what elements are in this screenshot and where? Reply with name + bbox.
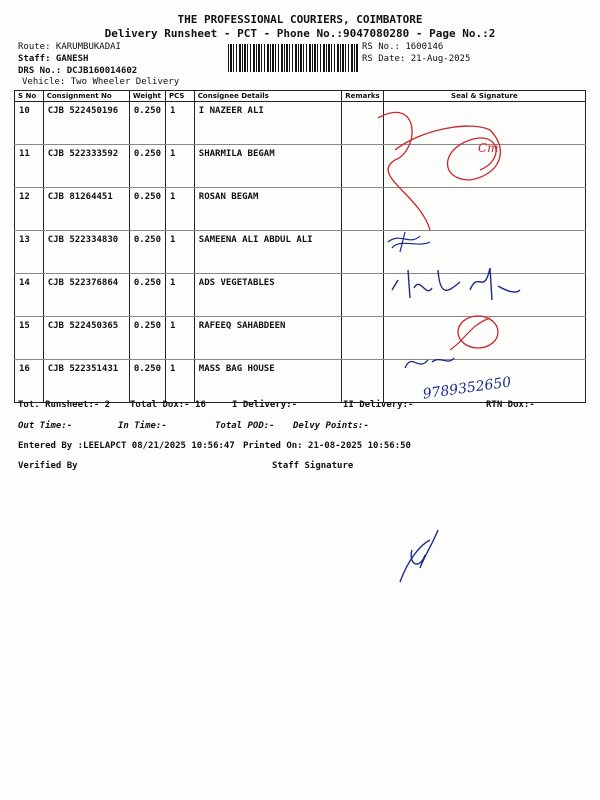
col-header-seal-signature: Seal & Signature (383, 91, 585, 102)
col-header-weight: Weight (129, 91, 165, 102)
red-stroke-row15 (450, 318, 490, 350)
cell-sno: 12 (15, 188, 44, 231)
cell-pcs: 1 (165, 231, 194, 274)
cell-consignment: CJB 522450196 (43, 102, 129, 145)
cell-consignment: CJB 522376864 (43, 274, 129, 317)
col-header-pcs: PCS (165, 91, 194, 102)
cell-consignee: RAFEEQ SAHABDEEN (194, 317, 341, 360)
cell-pcs: 1 (165, 360, 194, 403)
cell-pcs: 1 (165, 145, 194, 188)
cell-consignment: CJB 522333592 (43, 145, 129, 188)
drs-number: DRS No.: DCJB160014602 (18, 66, 138, 76)
cell-weight: 0.250 (129, 274, 165, 317)
total-pod: Total POD:- (215, 421, 275, 431)
cell-consignee: MASS BAG HOUSE (194, 360, 341, 403)
cell-sno: 16 (15, 360, 44, 403)
cell-sno: 14 (15, 274, 44, 317)
cell-consignee: ADS VEGETABLES (194, 274, 341, 317)
company-title: THE PROFESSIONAL COURIERS, COIMBATORE (177, 13, 423, 26)
col-header-consignment: Consignment No (43, 91, 129, 102)
cell-weight: 0.250 (129, 231, 165, 274)
cell-consignment: CJB 522334830 (43, 231, 129, 274)
staff-signature-label: Staff Signature (272, 461, 354, 471)
cell-weight: 0.250 (129, 188, 165, 231)
blue-signature-row14 (392, 268, 520, 300)
rs-date: RS Date: 21-Aug-2025 (362, 54, 471, 64)
red-scribble: Cm (478, 141, 499, 155)
cell-consignment: CJB 522450365 (43, 317, 129, 360)
rs-number: RS No.: 1600146 (362, 42, 444, 52)
cell-consignment: CJB 522351431 (43, 360, 129, 403)
blue-signature-row13 (388, 232, 430, 252)
cell-weight: 0.250 (129, 102, 165, 145)
in-time: In Time:- (118, 421, 167, 431)
cell-sno: 13 (15, 231, 44, 274)
vehicle-label: Vehicle: Two Wheeler Delivery (22, 77, 180, 87)
blue-signature-row16 (405, 358, 454, 368)
col-header-sno: S No (15, 91, 44, 102)
staff-label: Staff: GANESH (18, 54, 89, 64)
rtn-dox: RTN Dox:- (486, 400, 535, 410)
out-time: Out Time:- (18, 421, 73, 431)
total-dox: Total Dox:- 16 (130, 400, 206, 410)
red-signature-loop (378, 112, 500, 230)
entered-by: Entered By :LEELAPCT 08/21/2025 10:56:47 (18, 441, 235, 451)
runsheet-title: Delivery Runsheet - PCT - Phone No.:9047080280 - Page No.:2 (104, 27, 496, 40)
cell-consignee: SHARMILA BEGAM (194, 145, 341, 188)
route-label: Route: KARUMBUKADAI (18, 42, 121, 52)
cell-pcs: 1 (165, 102, 194, 145)
cell-sno: 10 (15, 102, 44, 145)
red-circle-stamp (458, 316, 498, 348)
cell-pcs: 1 (165, 317, 194, 360)
cell-sno: 11 (15, 145, 44, 188)
cell-weight: 0.250 (129, 145, 165, 188)
cell-pcs: 1 (165, 188, 194, 231)
staff-signature-scribble (400, 530, 438, 582)
col-header-consignee: Consignee Details (194, 91, 341, 102)
printed-on: Printed On: 21-08-2025 10:56:50 (243, 441, 411, 451)
cell-consignee: I NAZEER ALI (194, 102, 341, 145)
cell-consignee: ROSAN BEGAM (194, 188, 341, 231)
i-delivery: I Delivery:- (232, 400, 298, 410)
handwritten-phone: 9789352650 (421, 374, 513, 403)
cell-sno: 15 (15, 317, 44, 360)
cell-consignment: CJB 81264451 (43, 188, 129, 231)
cell-weight: 0.250 (129, 317, 165, 360)
cell-weight: 0.250 (129, 360, 165, 403)
tot-runsheet: Tot. Runsheet:- 2 (18, 400, 111, 410)
col-header-remarks: Remarks (342, 91, 383, 102)
ii-delivery: II Delivery:- (343, 400, 414, 410)
cell-pcs: 1 (165, 274, 194, 317)
verified-by: Verified By (18, 461, 78, 471)
cell-consignee: SAMEENA ALI ABDUL ALI (194, 231, 341, 274)
delvy-points: Delvy Points:- (293, 421, 369, 431)
